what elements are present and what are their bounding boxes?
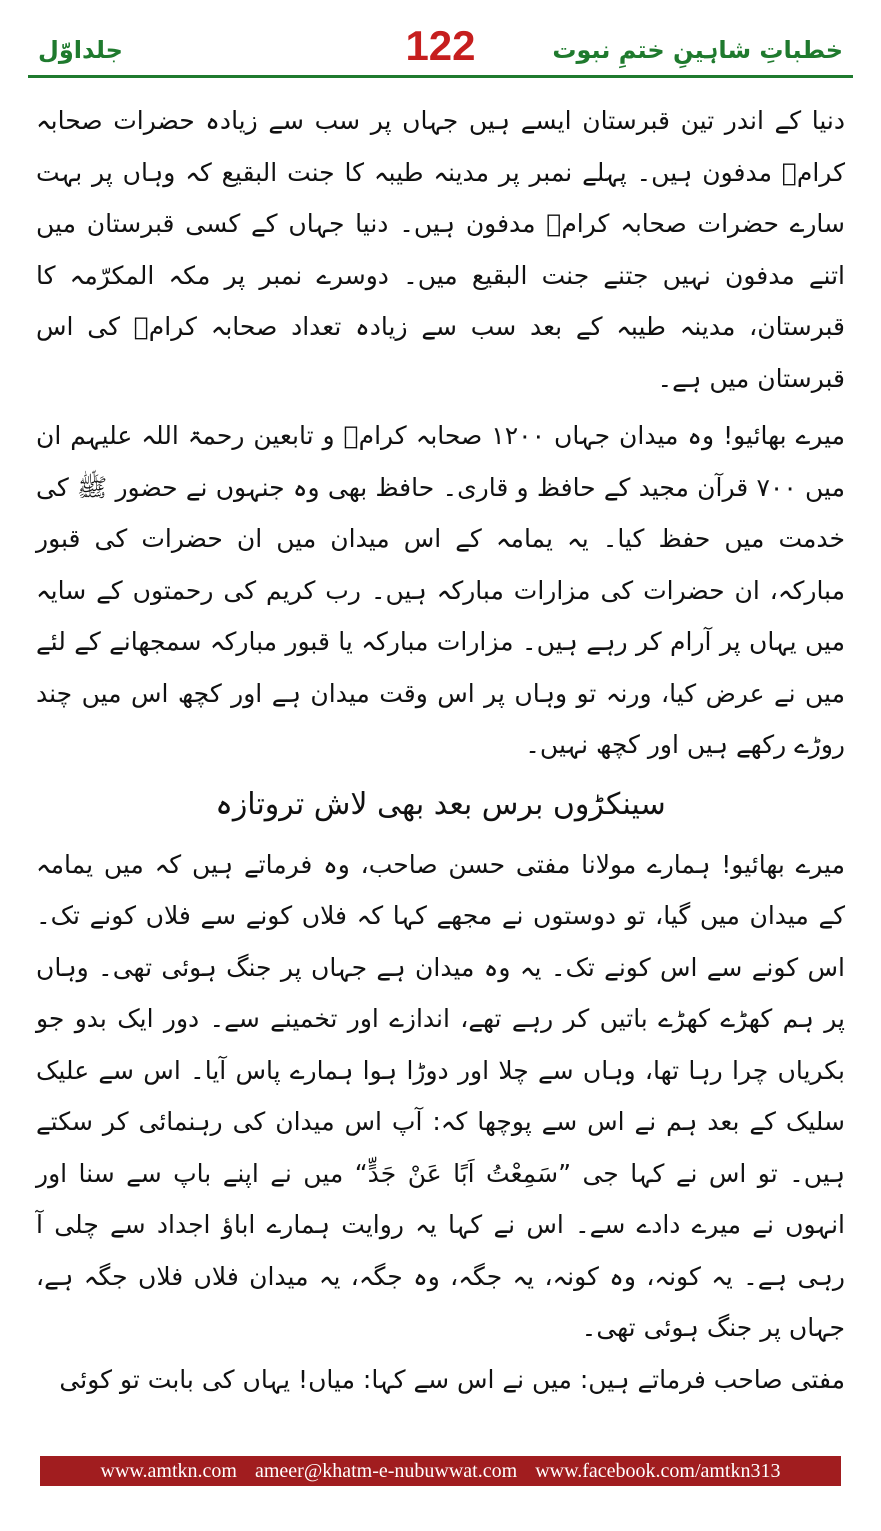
paragraph-cemeteries: دنیا کے اندر تین قبرستان ایسے ہیں جہاں پر سب سے زیادہ حضرات صحابہ کرامؓ مدفون ہیں۔ پہلے نمبر پر مدینہ طیبہ کا جنت البقیع کہ وہاں پر بہت سارے حضرات صحابہ کرامؓ مدفون ہیں۔ دنیا جہاں کے کسی قبرستان میں اتنے مدفون نہیں جتنے جنت البقیع میں۔ دوسرے نمبر پر مکہ المکرّمہ کا قبرستان، مدینہ طیبہ کے بعد سب سے زیادہ تعداد صحابہ کرامؓ کی اس قبرستان میں ہے۔ — [36, 106, 845, 393]
volume-label: جلداوّل — [38, 36, 123, 64]
page-body — [36, 95, 845, 1405]
paragraph-mufti-continued: مفتی صاحب فرماتے ہیں: میں نے اس سے کہا: میاں! یہاں کی بابت تو کوئی — [59, 1364, 845, 1394]
book-title: خطباتِ شاہینِ ختمِ نبوت — [552, 36, 843, 64]
page-number: 122 — [405, 22, 476, 69]
section-heading: سینکڑوں برس بعد بھی لاش تروتازہ — [215, 786, 666, 822]
page-footer — [40, 1456, 841, 1486]
paragraph-yamama: میرے بھائیو! وہ میدان جہاں ۱۲۰۰ صحابہ کرامؓ و تابعین رحمۃ اللہ علیہم ان میں ۷۰۰ قرآن مجید کے حافظ و قاری۔ حافظ بھی وہ جنہوں نے حضور ﷺ کی خدمت میں حفظ کیا۔ یہ یمامہ کے اس میدان میں ان حضرات کی قبور مبارکہ، ان حضرات کی مزارات مبارکہ ہیں۔ رب کریم کی رحمتوں کے سایہ میں یہاں پر آرام کر رہے ہیں۔ مزارات مبارکہ یا قبور مبارکہ سمجھانے کے لئے میں نے عرض کیا، ورنہ تو وہاں پر اس وقت میدان ہے اور کچھ اس میں چند روڑے رکھے ہیں اور کچھ نہیں۔ — [36, 421, 845, 759]
facebook-link[interactable]: www.facebook.com/amtkn313 — [535, 1459, 781, 1482]
website-link[interactable]: www.amtkn.com — [100, 1459, 237, 1482]
email-link[interactable]: ameer@khatm-e-nubuwwat.com — [254, 1459, 518, 1482]
paragraph-mufti-story: میرے بھائیو! ہمارے مولانا مفتی حسن صاحب، وہ فرماتے ہیں کہ میں یمامہ کے میدان میں گیا، تو دوستوں نے مجھے کہا کہ فلاں کونے سے فلاں کونے تک۔ اس کونے سے اس کونے تک۔ یہ وہ میدان ہے جہاں پر جنگ ہوئی تھی۔ وہاں پر ہم کھڑے کھڑے باتیں کر رہے تھے، اندازے اور تخمینے سے۔ دور ایک بدو جو بکریاں چرا رہا تھا، وہاں سے چلا اور دوڑا ہوا ہمارے پاس آیا۔ اس سے علیک سلیک کے بعد ہم نے اس سے پوچھا کہ: آپ اس میدان کی رہنمائی کر سکتے ہیں۔ تو اس نے کہا جی ”سَمِعْتُ اَبًا عَنْ جَدٍّ“ میں نے اپنے باپ سے سنا اور انہوں نے میرے دادے سے۔ اس نے کہا یہ روایت ہمارے اباؤ اجداد سے چلی آ رہی ہے۔ یہ کونہ، وہ کونہ، یہ جگہ، وہ جگہ، یہ میدان فلاں فلاں جگہ ہے، جہاں پر جنگ ہوئی تھی۔ — [36, 849, 845, 1342]
page-header — [28, 14, 853, 74]
header-divider — [28, 75, 853, 78]
